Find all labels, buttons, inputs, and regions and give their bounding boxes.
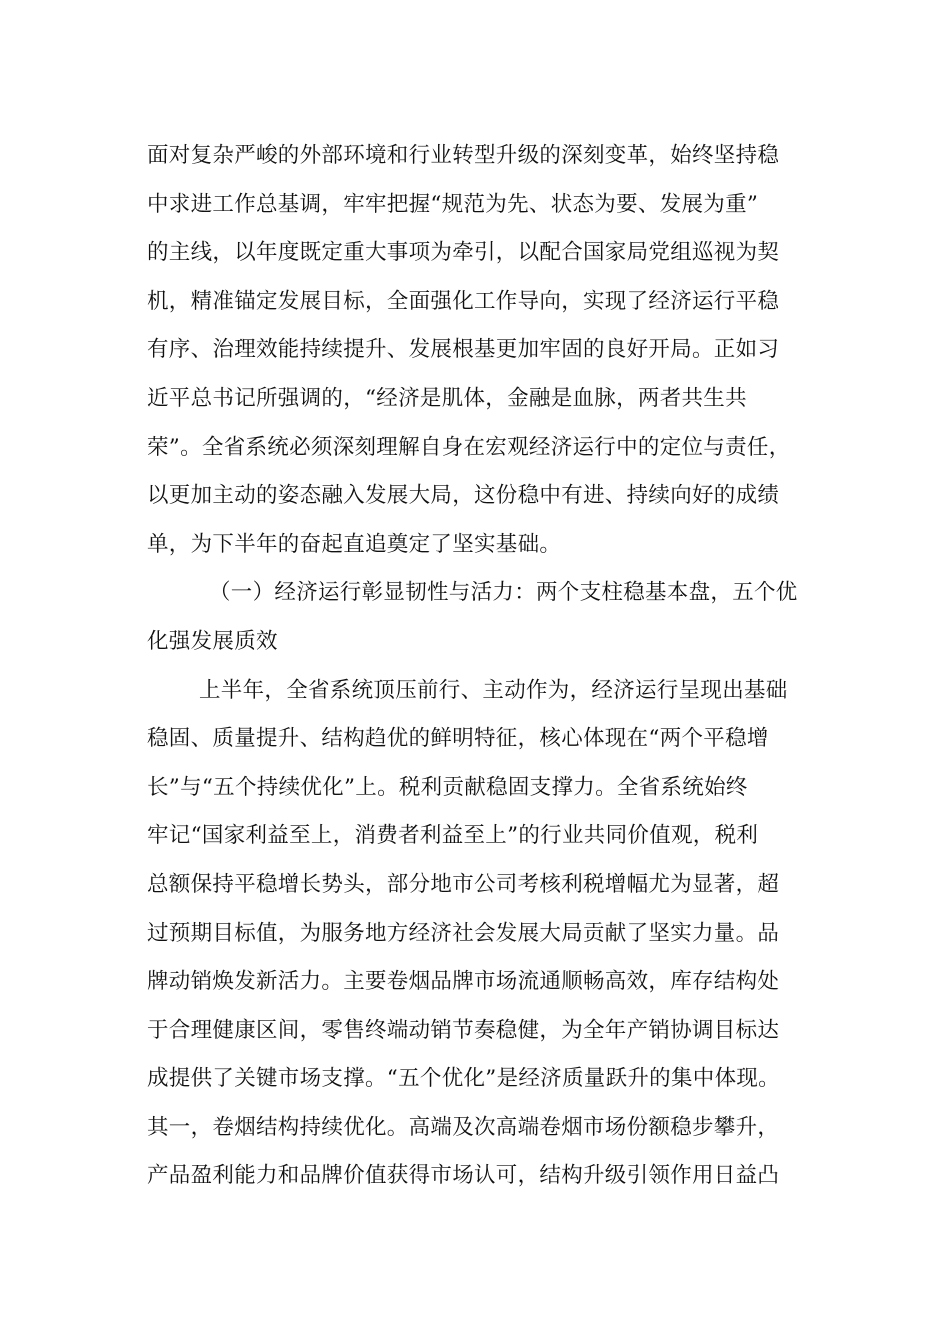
section-heading-line: （一）经济运行彰显韧性与活力：两个支柱稳基本盘，五个优 xyxy=(209,580,798,606)
text-line: 总额保持平稳增长势头，部分地市公司考核利税增幅尤为显著，超 xyxy=(147,871,780,897)
text-line: 荣”。全省系统必须深刻理解自身在宏观经济运行中的定位与责任， xyxy=(147,434,791,460)
text-line: 产品盈利能力和品牌价值获得市场认可，结构升级引领作用日益凸 xyxy=(147,1163,780,1189)
text-line: 有序、治理效能持续提升、发展根基更加牢固的良好开局。正如习 xyxy=(147,337,780,363)
text-line: 牌动销焕发新活力。主要卷烟品牌市场流通顺畅高效，库存结构处 xyxy=(147,969,780,995)
text-line: 近平总书记所强调的，“经济是肌体，金融是血脉，两者共生共 xyxy=(147,385,747,411)
document-body xyxy=(147,132,847,1201)
text-line: 其一，卷烟结构持续优化。高端及次高端卷烟市场份额稳步攀升， xyxy=(147,1114,780,1140)
text-line: 成提供了关键市场支撑。“五个优化”是经济质量跃升的集中体现。 xyxy=(147,1066,780,1092)
text-line: 稳固、质量提升、结构趋优的鲜明特征，核心体现在“两个平稳增 xyxy=(147,726,769,752)
text-line: 的主线，以年度既定重大事项为牵引，以配合国家局党组巡视为契 xyxy=(147,240,780,266)
text-line: 牢记“国家利益至上，消费者利益至上”的行业共同价值观，税利 xyxy=(147,823,759,849)
text-line: 以更加主动的姿态融入发展大局，这份稳中有进、持续向好的成绩 xyxy=(147,483,780,509)
text-line: 长”与“五个持续优化”上。税利贡献稳固支撑力。全省系统始终 xyxy=(147,774,748,800)
section-heading-line: 化强发展质效 xyxy=(147,628,278,654)
text-line: 过预期目标值，为服务地方经济社会发展大局贡献了坚实力量。品 xyxy=(147,920,780,946)
text-line: 于合理健康区间，零售终端动销节奏稳健，为全年产销协调目标达 xyxy=(147,1017,780,1043)
text-line: 面对复杂严峻的外部环境和行业转型升级的深刻变革，始终坚持稳 xyxy=(147,143,780,168)
text-line: 上半年，全省系统顶压前行、主动作为，经济运行呈现出基础 xyxy=(199,677,788,703)
text-line: 单，为下半年的奋起直追奠定了坚实基础。 xyxy=(147,531,562,557)
text-line: 中求进工作总基调，牢牢把握“规范为先、状态为要、发展为重” xyxy=(147,191,759,217)
text-line: 机，精准锚定发展目标，全面强化工作导向，实现了经济运行平稳 xyxy=(147,288,780,314)
